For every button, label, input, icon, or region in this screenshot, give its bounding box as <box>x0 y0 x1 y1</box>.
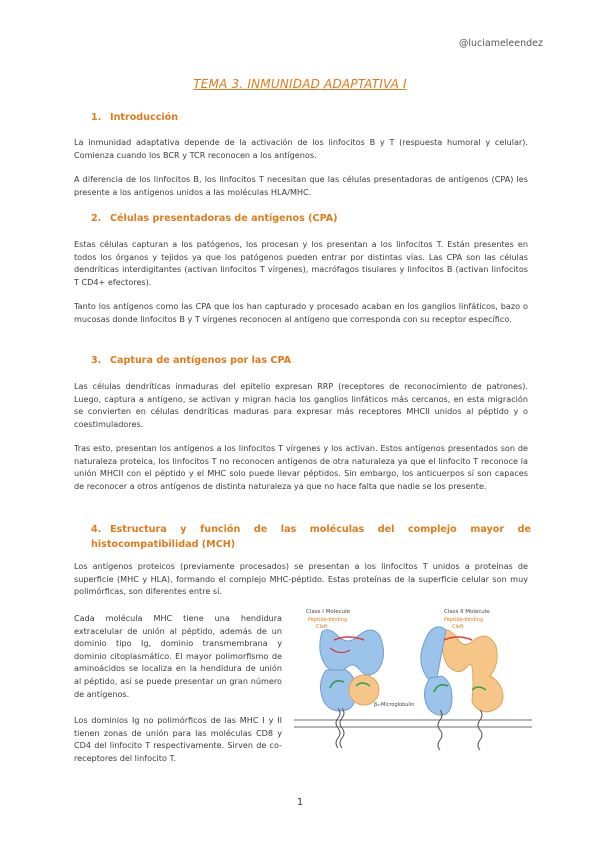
paragraph: A diferencia de los linfocitos B, los linfocitos T necesitan que las células presentadoras de antígenos (CPA) les presente a los antígenos unidos a las moléculas HLA/MHC. <box>74 174 528 197</box>
paragraph: Tanto los antígenos como las CPA que los han capturado y procesado acaban en los ganglios linfáticos, bazo o mucosas donde linfocitos B y T vírgenes reconocen al antígeno que corresponda con su receptor específico. <box>74 301 528 324</box>
author-handle: @luciameleendez <box>458 38 543 49</box>
cleft-label-1b: Cleft <box>316 624 328 630</box>
section-title: Estructura y función de las moléculas del complejo mayor de histocompatibilidad (MCH) <box>91 524 531 550</box>
section-number: 3. <box>91 355 102 366</box>
section-number: 2. <box>91 213 102 224</box>
section-heading-1 <box>91 112 178 123</box>
section-number: 4. <box>91 524 102 535</box>
cleft-label-2b: Cleft <box>452 624 464 630</box>
paragraph: Tras esto, presentan los antígenos a los linfocitos T vírgenes y los activan. Estos antígenos presentados son de naturaleza proteica, los linfocitos T no reconocen antígenos de otra naturaleza ya que el linfocito T reconoce la unión MHCII con el péptido y el MHC solo puede llevar péptidos. Sin embargo, los anticuerpos sí son capaces de reconocer a otros antígenos de distinta naturaleza ya que no hace falta que nadie se los presente. <box>74 443 528 491</box>
beta2-microglobulin-label: β₂-Microglobulin <box>374 702 415 708</box>
section-number: 1. <box>91 112 102 123</box>
section-heading-2 <box>91 213 338 224</box>
mhc-molecules-figure <box>294 600 532 772</box>
paragraph: Los dominios Ig no polimórficos de las MHC I y II tienen zonas de unión para las moléculas CD8 y CD4 del linfocito T respectivamente. Sirven de co-receptores del linfocito T. <box>74 715 282 763</box>
paragraph: Las células dendríticas inmaduras del epitelio expresan RRP (receptores de reconocimiento de patrones). Luego, captura a antígeno, se activan y migran hacia los ganglios linfáticos más cercanos, en esta migración se convierten en células dendríticas maduras para expresar más receptores MHCII unidos al péptido y o coestimuladores. <box>74 381 528 429</box>
section-title: Captura de antígenos por las CPA <box>110 355 292 366</box>
paragraph: Cada molécula MHC tiene una hendidura extracelular de unión al péptido, además de un dominio tipo Ig, dominio transmembrana y dominio citoplasmático. El mayor polimorfismo de aminoácidos se localiza en la hendidura de unión al péptido, así se puede presentar un gran número de antígenos. <box>74 613 282 699</box>
page-number: 1 <box>296 797 304 808</box>
section-heading-3 <box>91 355 291 366</box>
document-title: TEMA 3. INMUNIDAD ADAPTATIVA I <box>193 77 407 91</box>
paragraph: La inmunidad adaptativa depende de la activación de los linfocitos B y T (respuesta humoral y celular). Comienza cuando los BCR y TCR reconocen a los antígenos. <box>74 137 528 160</box>
class-ii-label: Class II Molecule <box>444 609 490 615</box>
section-title: Células presentadoras de antígenos (CPA) <box>110 213 338 224</box>
class-i-label: Class I Molecule <box>306 609 351 615</box>
paragraph: Los antígenos proteicos (previamente procesados) se presentan a los linfocitos T unidos a proteínas de superficie (MHC y HLA), formando el complejo MHC-péptido. Estas proteínas de la superficie celular son muy polimórficas, son diferentes entre sí. <box>74 561 528 597</box>
section-title: Introducción <box>110 112 179 123</box>
cleft-label-1: Peptide-binding <box>308 617 348 623</box>
cleft-label-2: Peptide-binding <box>444 617 484 623</box>
section-heading-4 <box>91 522 531 552</box>
paragraph: Estas células capturan a los patógenos, los procesan y los presentan a los linfocitos T. Están presentes en todos los órganos y tejidos ya que los patógenos pueden entrar por distintas vías. Las CPA son las células dendríticas interdigitantes (activan linfocitos T vírgenes), macrófagos tisulares y linfocitos B (activan linfocitos T CD4+ efectores). <box>74 239 528 287</box>
class-ii-molecule <box>421 609 503 750</box>
